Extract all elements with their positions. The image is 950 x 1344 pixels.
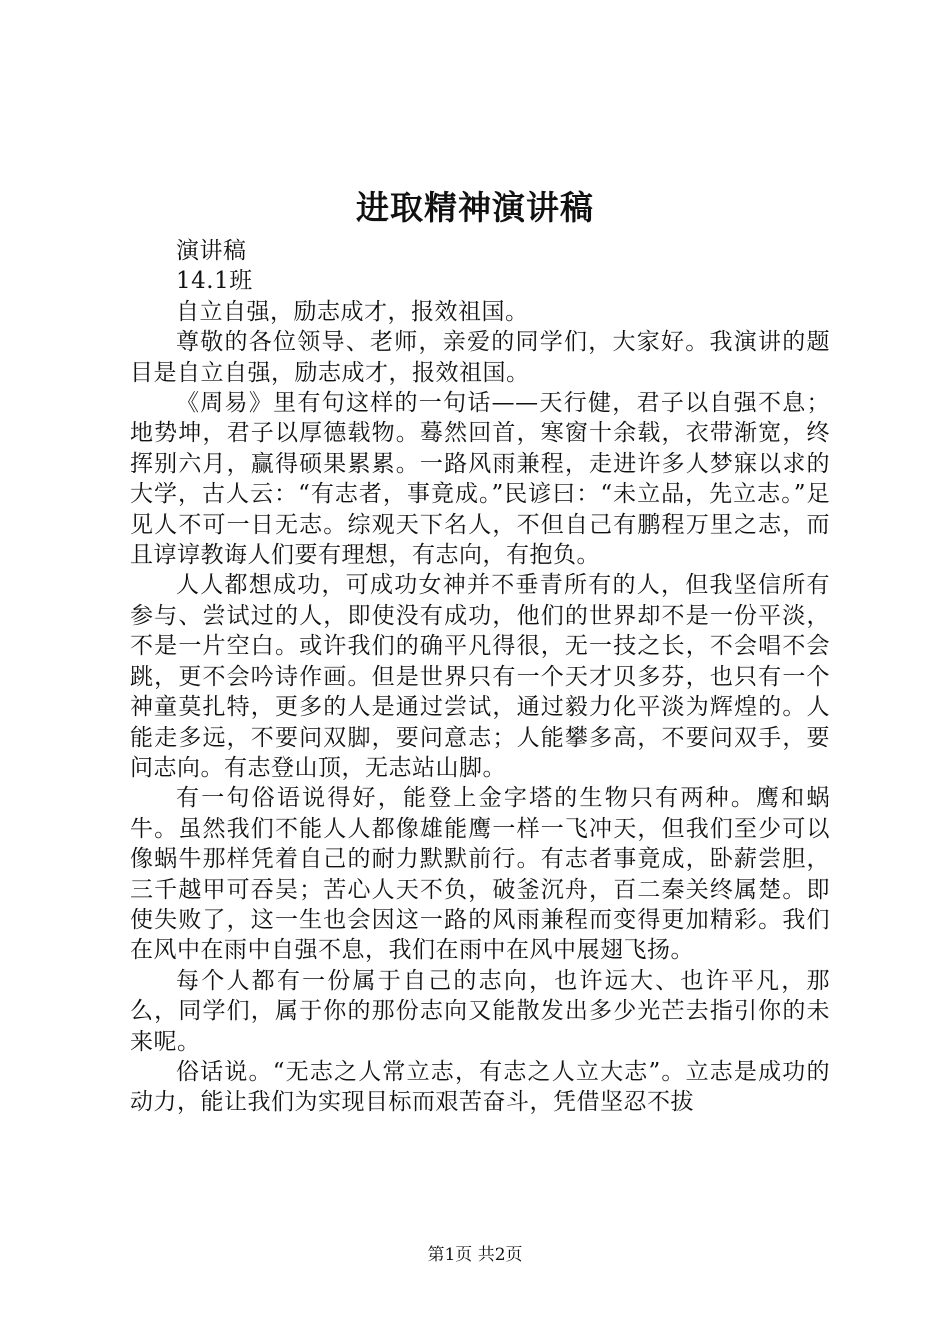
document-body — [130, 236, 830, 1118]
paragraph: 俗话说。“无志之人常立志，有志之人立大志”。立志是成功的动力，能让我们为实现目标而艰苦奋斗，凭借坚忍不拔 — [130, 1058, 830, 1116]
paragraph: 《周易》里有句这样的一句话——天行健，君子以自强不息；地势坤，君子以厚德载物。蓦然回首，寒窗十余载，衣带渐宽，终挥别六月，赢得硕果累累。一路风雨兼程，走进许多人梦寐以求的大学，古人云：“有志者，事竟成。”民谚曰：“未立品，先立志。”足见人不可一日无志。综观天下名人，不但自己有鹏程万里之志，而且谆谆教诲人们要有理想，有志向，有抱负。 — [130, 390, 830, 569]
paragraph: 人人都想成功，可成功女神并不垂青所有的人，但我坚信所有参与、尝试过的人，即使没有成功，他们的世界却不是一份平淡，不是一片空白。或许我们的确平凡得很，无一技之长，不会唱不会跳，更不会吟诗作画。但是世界只有一个天才贝多芬，也只有一个神童莫扎特，更多的人是通过尝试，通过毅力化平淡为辉煌的。人能走多远，不要问双脚，要问意志；人能攀多高，不要问双手，要问志向。有志登山顶，无志站山脚。 — [130, 572, 830, 781]
paragraph: 自立自强，励志成才，报效祖国。 — [176, 298, 529, 325]
paragraph: 每个人都有一份属于自己的志向，也许远大、也许平凡，那么，同学们，属于你的那份志向又能散发出多少光芒去指引你的未来呢。 — [130, 967, 830, 1055]
page-footer: 第1页 共2页 — [427, 1245, 523, 1265]
document-title: 进取精神演讲稿 — [356, 188, 594, 227]
paragraph: 有一句俗语说得好，能登上金字塔的生物只有两种。鹰和蜗牛。虽然我们不能人人都像雄能鹰一样一飞冲天，但我们至少可以像蜗牛那样凭着自己的耐力默默前行。有志者事竟成，卧薪尝胆，三千越甲可吞吴；苦心人天不负，破釜沉舟，百二秦关终属楚。即使失败了，这一生也会因这一路的风雨兼程而变得更加精彩。我们在风中在雨中自强不息，我们在雨中在风中展翅飞扬。 — [130, 785, 830, 964]
paragraph: 尊敬的各位领导、老师，亲爱的同学们，大家好。我演讲的题目是自立自强，励志成才，报效祖国。 — [130, 329, 830, 386]
paragraph: 演讲稿 — [176, 238, 247, 264]
paragraph: 14.1班 — [176, 268, 253, 295]
